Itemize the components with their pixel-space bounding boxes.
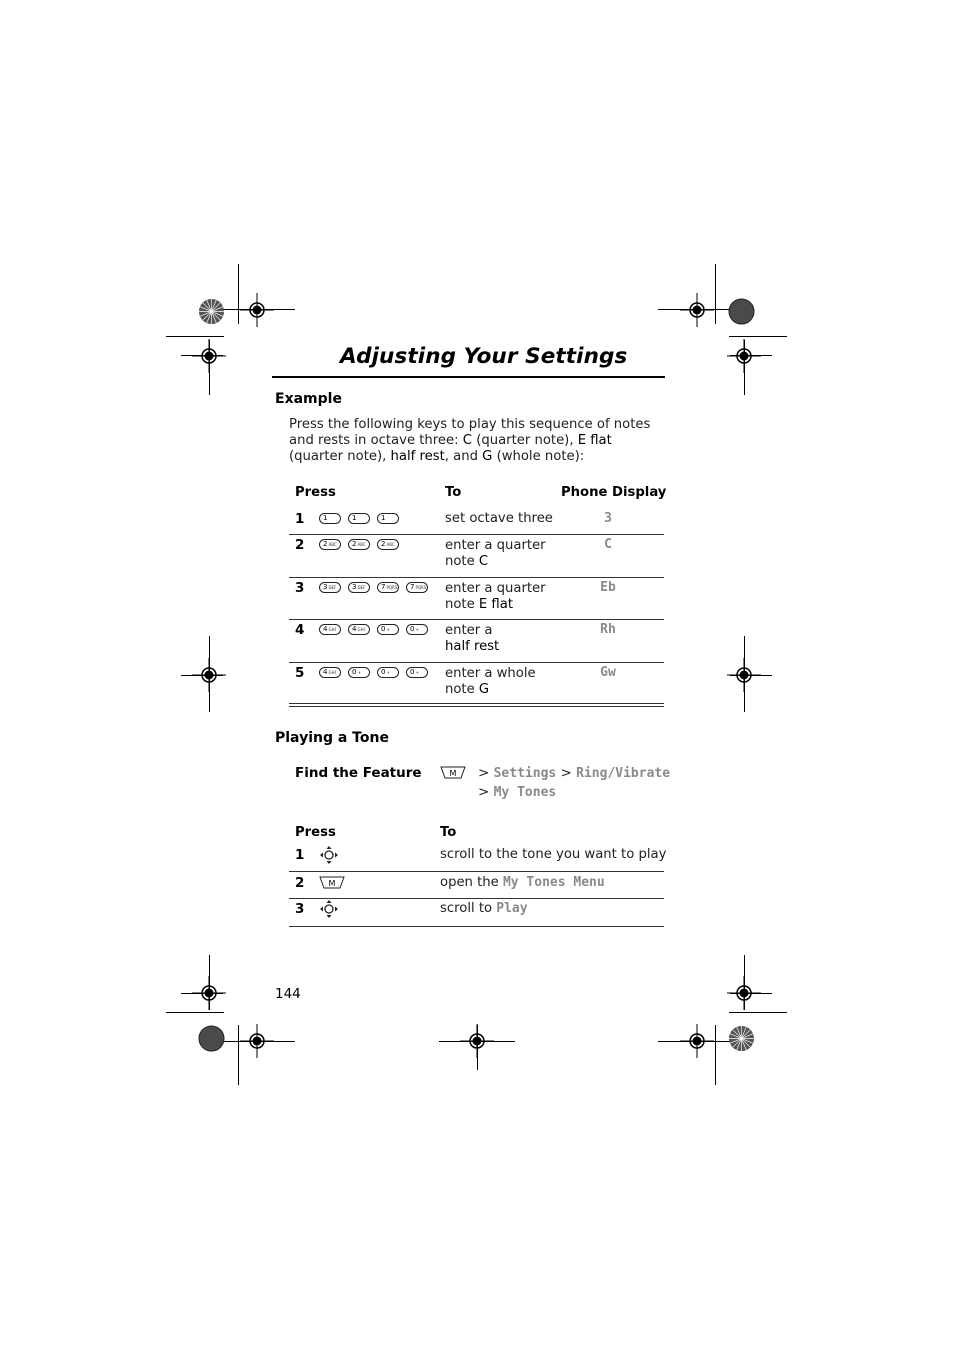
phone-display-value: 3: [604, 511, 612, 526]
keypad-key-4: [319, 624, 341, 635]
intro-note-eflat: E flat: [577, 433, 612, 448]
row-action: [445, 666, 536, 698]
keypad-key-7: [377, 582, 399, 593]
action-text: enter a quarter: [445, 538, 546, 553]
key-digit: 4: [352, 625, 357, 633]
action-text: note: [445, 682, 479, 697]
action-text: enter a: [445, 623, 493, 638]
step-number: 1: [295, 511, 305, 527]
key-digit: 7: [381, 583, 386, 591]
registration-mark-icon: [727, 658, 761, 692]
key-letters: +: [415, 670, 419, 675]
phone-display-value: Eb: [600, 580, 616, 595]
intro-note-c: C: [462, 433, 472, 448]
find-feature-label: Find the Feature: [295, 765, 422, 781]
keypad-key-0: [377, 624, 399, 635]
intro-text: Press the following keys to play this sequence of notes and rests in octave three:: [289, 417, 651, 448]
svg-text:M: M: [449, 769, 457, 778]
intro-note-g: G: [482, 449, 493, 464]
col-header-press: Press: [295, 485, 336, 500]
key-digit: 1: [323, 514, 328, 522]
action-text: enter a whole: [445, 666, 536, 681]
step-number: 5: [295, 665, 305, 681]
path-my-tones: My Tones: [493, 785, 557, 800]
key-letters: GHI: [328, 627, 336, 632]
action-note: G: [478, 682, 490, 697]
action-text: open the: [440, 875, 503, 890]
intro-text: (whole note):: [492, 449, 585, 464]
action-note: C: [478, 554, 489, 569]
keypad-key-0: [406, 624, 428, 635]
key-sequence: [319, 624, 428, 638]
key-sequence: [319, 539, 399, 553]
action-text: enter a quarter: [445, 581, 546, 596]
step-number: 2: [295, 537, 305, 553]
key-letters: +: [415, 627, 419, 632]
key-letters: +: [386, 627, 390, 632]
key-digit: 1: [381, 514, 386, 522]
nav-key-icon: [319, 845, 339, 865]
keypad-key-0: [406, 667, 428, 678]
key-sequence: [319, 582, 428, 596]
path-separator: >: [478, 784, 490, 800]
row-action: scroll to the tone you want to play: [440, 847, 667, 862]
key-digit: 2: [323, 540, 328, 548]
keypad-key-1: [377, 513, 399, 524]
path-separator: >: [478, 765, 490, 781]
keypad-key-3: [319, 582, 341, 593]
path-ring-vibrate: Ring/Vibrate: [576, 766, 671, 781]
key-digit: 2: [352, 540, 357, 548]
registration-mark-icon: [680, 293, 714, 327]
key-digit: 3: [352, 583, 357, 591]
key-digit: 0: [410, 625, 415, 633]
step-number: 2: [295, 875, 305, 891]
registration-mark-icon: [460, 1024, 494, 1058]
page-number: 144: [275, 986, 301, 1002]
action-text: note: [445, 597, 479, 612]
col-header-to: To: [445, 485, 462, 500]
key-digit: 7: [410, 583, 415, 591]
key-letters: ABC: [328, 542, 337, 547]
key-digit: 0: [410, 668, 415, 676]
key-digit: 1: [352, 514, 357, 522]
action-text: set octave three: [445, 511, 553, 526]
keypad-key-4: [319, 667, 341, 678]
key-letters: +: [357, 670, 361, 675]
table-bottom-rule: [289, 926, 664, 927]
keypad-key-0: [377, 667, 399, 678]
keypad-key-2: [348, 539, 370, 550]
page-title: Adjusting Your Settings: [340, 344, 628, 369]
col-header-press: Press: [295, 825, 336, 840]
key-digit: 4: [323, 625, 328, 633]
key-sequence: [319, 667, 428, 681]
row-divider: [289, 662, 664, 663]
registration-mark-icon: [192, 658, 226, 692]
keypad-key-2: [377, 539, 399, 550]
registration-mark-icon: [680, 1024, 714, 1058]
row-divider: [289, 534, 664, 535]
col-header-phone-display: Phone Display: [561, 485, 667, 500]
step-number: 4: [295, 622, 305, 638]
key-letters: GHI: [328, 670, 336, 675]
gray-disc-icon: [198, 1025, 225, 1052]
menu-name: My Tones Menu: [502, 875, 605, 890]
step-number: 3: [295, 901, 305, 917]
key-digit: 4: [323, 668, 328, 676]
row-action: [445, 511, 553, 527]
phone-display-value: Rh: [600, 622, 616, 637]
key-letters: ABC: [357, 542, 366, 547]
intro-text: (quarter note),: [289, 449, 391, 464]
key-letters: +: [386, 670, 390, 675]
example-intro: [289, 417, 665, 465]
action-text: note: [445, 554, 479, 569]
registration-mark-icon: [727, 339, 761, 373]
menu-option-play: Play: [496, 901, 528, 916]
keypad-key-0: [348, 667, 370, 678]
key-letters: DEF: [328, 585, 337, 590]
menu-key-icon: [319, 876, 345, 889]
key-letters: DEF: [357, 585, 366, 590]
title-rule: [272, 376, 665, 378]
key-letters: PQRS: [415, 585, 427, 590]
example-heading: Example: [275, 391, 342, 407]
step-number: 1: [295, 847, 305, 863]
registration-mark-icon: [727, 976, 761, 1010]
table-bottom-rule: [289, 706, 664, 707]
keypad-key-1: [319, 513, 341, 524]
intro-text: , and: [444, 449, 483, 464]
key-letters: ABC: [386, 542, 395, 547]
starburst-disc-icon: [198, 298, 225, 325]
row-action: [445, 581, 546, 613]
key-digit: 3: [323, 583, 328, 591]
action-note: half rest: [445, 639, 500, 654]
step-number: 3: [295, 580, 305, 596]
row-divider: [289, 577, 664, 578]
row-divider: [289, 871, 664, 872]
key-digit: 0: [381, 668, 386, 676]
table-bottom-rule: [289, 703, 664, 704]
col-header-to: To: [440, 825, 457, 840]
registration-mark-icon: [192, 339, 226, 373]
playing-heading: Playing a Tone: [275, 730, 389, 746]
row-divider: [289, 898, 664, 899]
nav-key-icon: [319, 899, 339, 919]
row-action: [445, 623, 499, 655]
key-sequence: [319, 513, 399, 527]
registration-mark-icon: [240, 293, 274, 327]
action-text: scroll to: [440, 901, 497, 916]
keypad-key-3: [348, 582, 370, 593]
gray-disc-icon: [728, 298, 755, 325]
keypad-key-1: [348, 513, 370, 524]
key-digit: 2: [381, 540, 386, 548]
keypad-key-2: [319, 539, 341, 550]
keypad-key-4: [348, 624, 370, 635]
registration-mark-icon: [240, 1024, 274, 1058]
row-divider: [289, 619, 664, 620]
intro-half-rest: half rest: [390, 449, 445, 464]
keypad-key-7: [406, 582, 428, 593]
row-action: [445, 538, 546, 570]
phone-display-value: Gw: [600, 665, 616, 680]
find-feature-path: [478, 764, 670, 802]
row-action: [440, 875, 605, 891]
key-digit: 0: [352, 668, 357, 676]
key-letters: PQRS: [386, 585, 398, 590]
action-note: E flat: [478, 597, 513, 612]
registration-mark-icon: [192, 976, 226, 1010]
path-settings: Settings: [493, 766, 557, 781]
menu-key-icon: [440, 766, 466, 779]
starburst-disc-icon: [728, 1025, 755, 1052]
phone-display-value: C: [604, 537, 612, 552]
path-separator: >: [560, 765, 572, 781]
row-action: [440, 901, 528, 917]
svg-text:M: M: [328, 879, 336, 888]
key-digit: 0: [381, 625, 386, 633]
key-letters: GHI: [357, 627, 365, 632]
intro-text: (quarter note),: [472, 433, 578, 448]
